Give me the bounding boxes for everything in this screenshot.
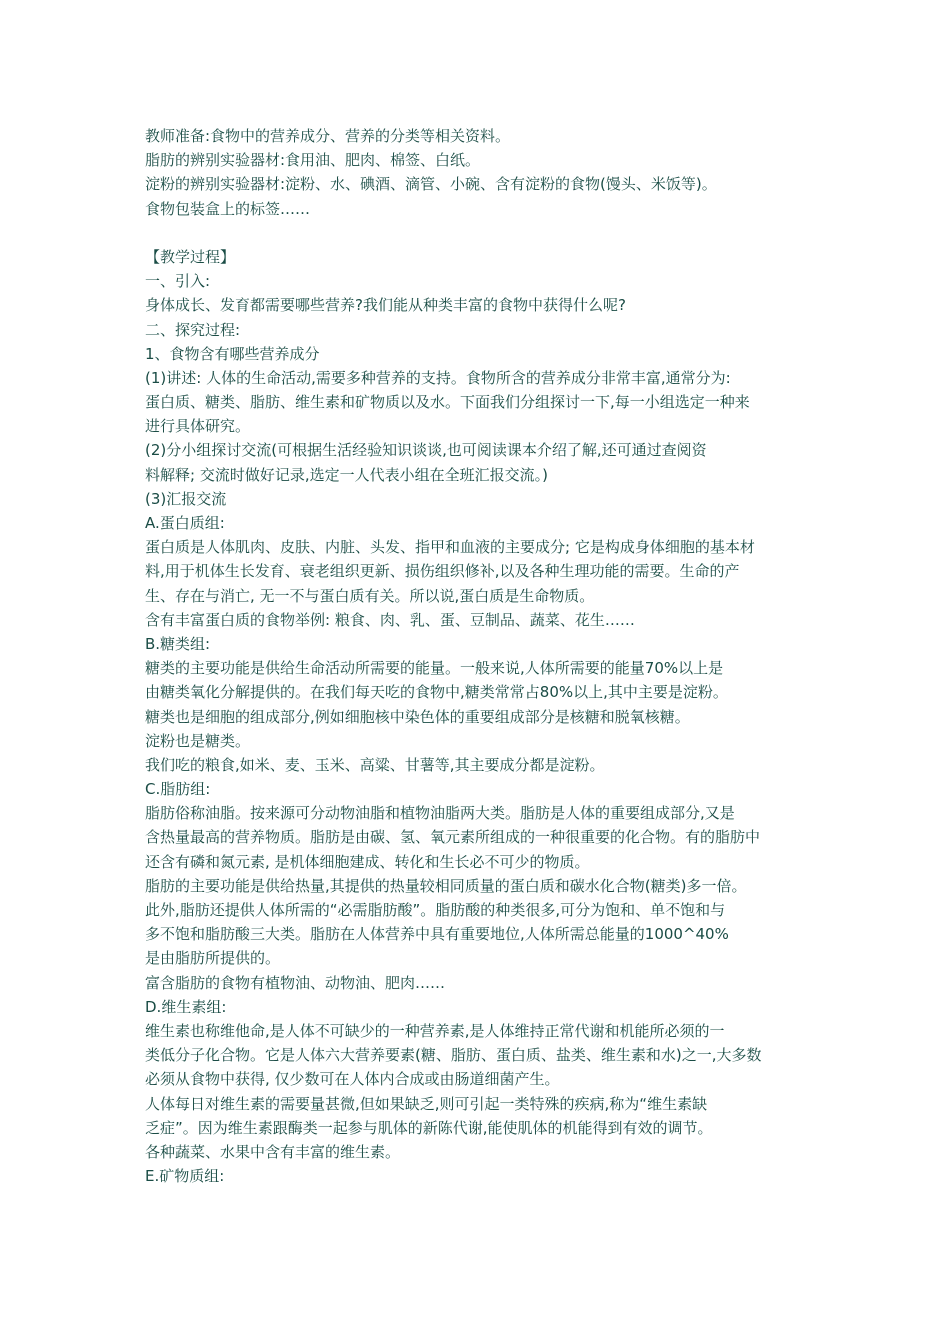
text-line: 生、存在与消亡, 无一不与蛋白质有关。所以说,蛋白质是生命物质。 [145,586,595,605]
blank-line [145,221,825,245]
text-line: 由糖类氧化分解提供的。在我们每天吃的食物中,糖类常常占80%以上,其中主要是淀粉。 [145,683,728,702]
text-line: 脂肪俗称油脂。按来源可分动物油脂和植物油脂两大类。脂肪是人体的重要组成部分,又是 [145,804,735,823]
section-heading: 【教学过程】 [145,247,236,266]
text-line: C.脂肪组: [145,780,211,799]
text-line: (3)汇报交流 [145,489,227,508]
text-line: 维生素也称维他命,是人体不可缺少的一种营养素,是人体维持正常代谢和机能所必须的一 [145,1021,725,1040]
text-line: 含热量最高的营养物质。脂肪是由碳、氢、氧元素所组成的一种很重要的化合物。有的脂肪中 [145,828,761,847]
text-line: B.糖类组: [145,634,211,653]
text-line: 一、引入: [145,272,211,291]
text-line: 糖类也是细胞的组成部分,例如细胞核中染色体的重要组成部分是核糖和脱氧核糖。 [145,707,690,726]
text-line: A.蛋白质组: [145,514,225,532]
text-line: E.矿物质组: [145,1167,225,1186]
text-line: 淀粉也是糖类。 [145,731,251,750]
text-line: D.维生素组: [145,997,227,1016]
text-line: 富含脂肪的食物有植物油、动物油、肥肉…… [145,973,446,992]
text-line: 二、探究过程: [145,320,241,339]
document-body [145,124,825,1188]
text-line: 是由脂肪所提供的。 [145,949,281,968]
text-line: 类低分子化合物。它是人体六大营养要素(糖、脂肪、蛋白质、盐类、维生素和水)之一,大多数 [145,1046,762,1065]
text-line: 蛋白质是人体肌肉、皮肤、内脏、头发、指甲和血液的主要成分; 它是构成身体细胞的基本材 [145,538,755,557]
text-line: 多不饱和脂肪酸三大类。脂肪在人体营养中具有重要地位,人体所需总能量的1000^40% [145,925,729,944]
text-line: 我们吃的粮食,如米、麦、玉米、高粱、甘薯等,其主要成分都是淀粉。 [145,755,605,774]
text-line: 进行具体研究。 [145,417,251,436]
text-line: 乏症”。因为维生素跟酶类一起参与肌体的新陈代谢,能使肌体的机能得到有效的调节。 [145,1118,713,1137]
text-line: 此外,脂肪还提供人体所需的“必需脂肪酸”。脂肪酸的种类很多,可分为饱和、单不饱和与 [145,901,726,919]
text-line: 糖类的主要功能是供给生命活动所需要的能量。一般来说,人体所需要的能量70%以上是 [145,659,724,678]
text-line: (2)分小组探讨交流(可根据生活经验知识谈谈,也可阅读课本介绍了解,还可通过查阅资 [145,441,707,460]
text-line: (1)讲述: 人体的生命活动,需要多种营养的支持。食物所含的营养成分非常丰富,通常分为: [145,368,731,387]
text-line: 身体成长、发育都需要哪些营养?我们能从种类丰富的食物中获得什么呢? [145,296,626,315]
text-line: 蛋白质、糖类、脂肪、维生素和矿物质以及水。下面我们分组探讨一下,每一小组选定一种来 [145,393,750,412]
text-line: 料,用于机体生长发育、衰老组织更新、损伤组织修补,以及各种生理功能的需要。生命的产 [145,562,740,581]
text-line: 脂肪的辨别实验器材:食用油、肥肉、棉签、白纸。 [145,151,481,170]
text-line: 料解释; 交流时做好记录,选定一人代表小组在全班汇报交流。) [145,465,548,484]
text-line: 各种蔬菜、水果中含有丰富的维生素。 [145,1142,401,1161]
text-line: 还含有磷和氮元素, 是机体细胞建成、转化和生长必不可少的物质。 [145,852,590,871]
text-line: 食物包装盒上的标签…… [145,199,311,218]
text-line: 人体每日对维生素的需要量甚微,但如果缺乏,则可引起一类特殊的疾病,称为“维生素缺 [145,1094,708,1113]
text-line: 教师准备:食物中的营养成分、营养的分类等相关资料。 [145,127,511,145]
text-line: 含有丰富蛋白质的食物举例: 粮食、肉、乳、蛋、豆制品、蔬菜、花生…… [145,610,635,629]
text-line: 脂肪的主要功能是供给热量,其提供的热量较相同质量的蛋白质和碳水化合物(糖类)多一倍。 [145,876,747,895]
text-line: 1、食物含有哪些营养成分 [145,344,320,363]
text-line: 淀粉的辨别实验器材:淀粉、水、碘酒、滴管、小碗、含有淀粉的食物(馒头、米饭等)。 [145,175,717,194]
text-line: 必须从食物中获得, 仅少数可在人体内合成或由肠道细菌产生。 [145,1070,560,1089]
